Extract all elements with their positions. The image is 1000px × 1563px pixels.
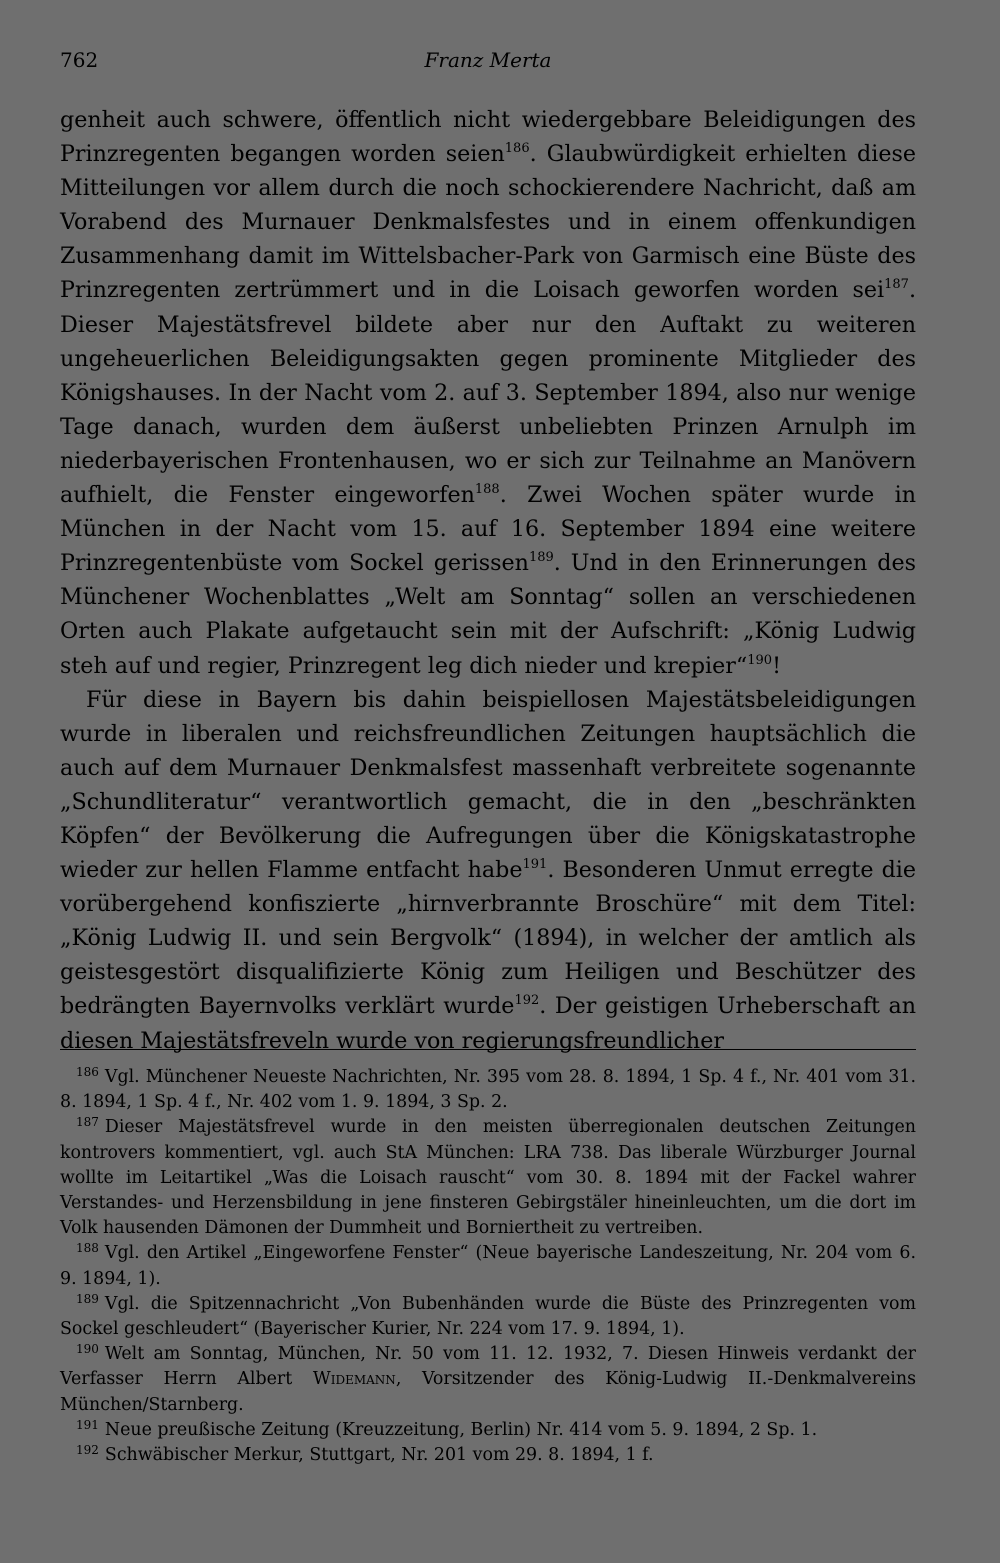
text-run: . Glaubwürdigkeit erhielten diese Mitteilungen vor allem durch die noch schockierendere Nachricht, daß am Vorabend des Murnauer Denkmalsfestes und in einem offenkundigen Zusammenhang damit im Wittelsbacher-Park von Garmisch eine Büste des Prinzregenten zertrümmert und in die Loisach geworfen worden sei <box>60 141 916 304</box>
body-paragraph <box>60 103 916 683</box>
footnote: 192 Schwäbischer Merkur, Stuttgart, Nr. 201 vom 29. 8. 1894, 1 f. <box>76 1443 654 1466</box>
running-title: Franz Merta <box>424 48 552 72</box>
footnote-text: , Vorsitzender des König-Ludwig II.-Denkmalvereins München/Starnberg. <box>60 1369 916 1415</box>
footnote-text: Neue preußische Zeitung (Kreuzzeitung, Berlin) Nr. 414 vom 5. 9. 1894, 2 Sp. 1. <box>104 1419 818 1440</box>
text-run: Für diese in Bayern bis dahin beispiellosen Majestätsbeleidigungen wurde in liberalen und reichsfreundlichen Zeitungen hauptsächlich die auch auf dem Murnauer Denkmalsfest massenhaft verbreitete sogenannte „Schundliteratur“ verantwortlich gemacht, die in den „beschränkten Köpfen“ der Bevölkerung die Aufregungen über die Königskatastrophe wieder zur hellen Flamme entfacht habe <box>60 686 916 884</box>
footnote-text: Dieser Majestätsfrevel wurde in den meisten überregionalen deutschen Zeitungen kontrovers kommentiert, vgl. auch StA München: LRA 738. Das liberale Würzburger Journal wollte im Leitartikel „Was die Loisach rauscht“ vom 30. 8. 1894 mit der Fackel wahrer Verstandes- und Herzensbildung in jene finsteren Gebirgstäler hineinleuchten, um die dort im Volk hausenden Dämonen der Dummheit und Borniertheit zu vertreiben. <box>60 1117 916 1239</box>
footnote-text: Schwäbischer Merkur, Stuttgart, Nr. 201 vom 29. 8. 1894, 1 f. <box>104 1445 654 1466</box>
running-head <box>60 44 916 76</box>
footnote: 190 Welt am Sonntag, München, Nr. 50 vom 11. 12. 1932, 7. Diesen Hinweis verdankt der Verfasser Herrn Albert Widemann, Vorsitzender des König-Ludwig II.-Denkmalvereins München/Starnberg. <box>60 1342 916 1415</box>
footnote-text: Vgl. den Artikel „Eingeworfene Fenster“ (Neue bayerische Landeszeitung, Nr. 204 vom 6. 9. 1894, 1). <box>60 1243 916 1289</box>
body-text <box>60 103 916 1058</box>
footnote-ref: 192 <box>514 993 540 1009</box>
footnote-divider <box>60 1049 916 1050</box>
text-run: ! <box>772 652 781 679</box>
text-run: genheit auch schwere, öffentlich nicht wiedergebbare Beleidigungen des Prinzregenten begangen worden seien <box>60 107 916 168</box>
footnote-ref: 187 <box>884 277 909 293</box>
footnote-ref: 188 <box>474 482 500 498</box>
footnote-ref: 191 <box>522 857 548 873</box>
person-name: Widemann <box>312 1369 396 1390</box>
text-run: . Besonderen Unmut erregte die vorübergehend konfiszierte „hirnverbrannte Broschüre“ mit dem Titel: „König Ludwig II. und sein Bergvolk“ (1894), in welcher der amtlich als geistesgestört disqualifizierte König zum Heiligen und Beschützer des bedrängten Bayernvolks verklärt wurde <box>60 857 916 1020</box>
text-run: . Der geistigen Urheberschaft an diesen Majestätsfreveln wurde von regierungsfreundlicher <box>60 993 916 1054</box>
footnote: 189 Vgl. die Spitzennachricht „Von Bubenhänden wurde die Büste des Prinzregenten vom Sockel geschleudert“ (Bayerischer Kurier, Nr. 224 vom 17. 9. 1894, 1). <box>60 1291 916 1340</box>
footnote: 188 Vgl. den Artikel „Eingeworfene Fenster“ (Neue bayerische Landeszeitung, Nr. 204 vom 6. 9. 1894, 1). <box>60 1241 916 1289</box>
text-run: . Dieser Majestätsfrevel bildete aber nur den Auftakt zu weiteren ungeheuerlichen Beleidigungsakten gegen prominente Mitglieder des Königshauses. In der Nacht vom 2. auf 3. September 1894, also nur wenige Tage danach, wurden dem äußerst unbeliebten Prinzen Arnulph im niederbayerischen Frontenhausen, wo er sich zur Teilnahme an Manövern aufhielt, die Fenster eingeworfen <box>60 277 916 509</box>
text-run: . Und in den Erinnerungen des Münchener Wochenblattes „Welt am Sonntag“ sollen an verschiedenen Orten auch Plakate aufgetaucht sein mit der Aufschrift: „König Ludwig steh auf und regier, Prinzregent leg dich nieder und krepier“ <box>60 550 916 679</box>
footnote-text: Vgl. Münchener Neueste Nachrichten, Nr. 395 vom 28. 8. 1894, 1 Sp. 4 f., Nr. 401 vom 31. 8. 1894, 1 Sp. 4 f., Nr. 402 vom 1. 9. 1894, 3 Sp. 2. <box>60 1067 916 1113</box>
footnote: 191 Neue preußische Zeitung (Kreuzzeitung, Berlin) Nr. 414 vom 5. 9. 1894, 2 Sp. 1. <box>76 1417 818 1440</box>
body-paragraph <box>60 683 916 1058</box>
footnote: 186 Vgl. Münchener Neueste Nachrichten, Nr. 395 vom 28. 8. 1894, 1 Sp. 4 f., Nr. 401 vom 31. 8. 1894, 1 Sp. 4 f., Nr. 402 vom 1. 9. 1894, 3 Sp. 2. <box>60 1065 916 1113</box>
page-number: 762 <box>60 48 99 72</box>
footnote-text: Welt am Sonntag, München, Nr. 50 vom 11. 12. 1932, 7. Diesen Hinweis verdankt der Verfasser Herrn Albert <box>60 1344 916 1390</box>
text-run: . Zwei Wochen später wurde in München in der Nacht vom 15. auf 16. September 1894 eine weitere Prinzregentenbüste vom Sockel gerissen <box>60 482 916 577</box>
footnote-ref: 186 <box>504 141 530 157</box>
footnote-ref: 189 <box>528 550 554 566</box>
footnote: 187 Dieser Majestätsfrevel wurde in den meisten überregionalen deutschen Zeitungen kontrovers kommentiert, vgl. auch StA München: LRA 738. Das liberale Würzburger Journal wollte im Leitartikel „Was die Loisach rauscht“ vom 30. 8. 1894 mit der Fackel wahrer Verstandes- und Herzensbildung in jene finsteren Gebirgstäler hineinleuchten, um die dort im Volk hausenden Dämonen der Dummheit und Borniertheit zu vertreiben. <box>60 1115 916 1239</box>
footnote-text: Vgl. die Spitzennachricht „Von Bubenhänden wurde die Büste des Prinzregenten vom Sockel geschleudert“ (Bayerischer Kurier, Nr. 224 vom 17. 9. 1894, 1). <box>60 1293 916 1340</box>
footnotes <box>60 1065 916 1468</box>
footnote-ref: 190 <box>747 652 773 668</box>
